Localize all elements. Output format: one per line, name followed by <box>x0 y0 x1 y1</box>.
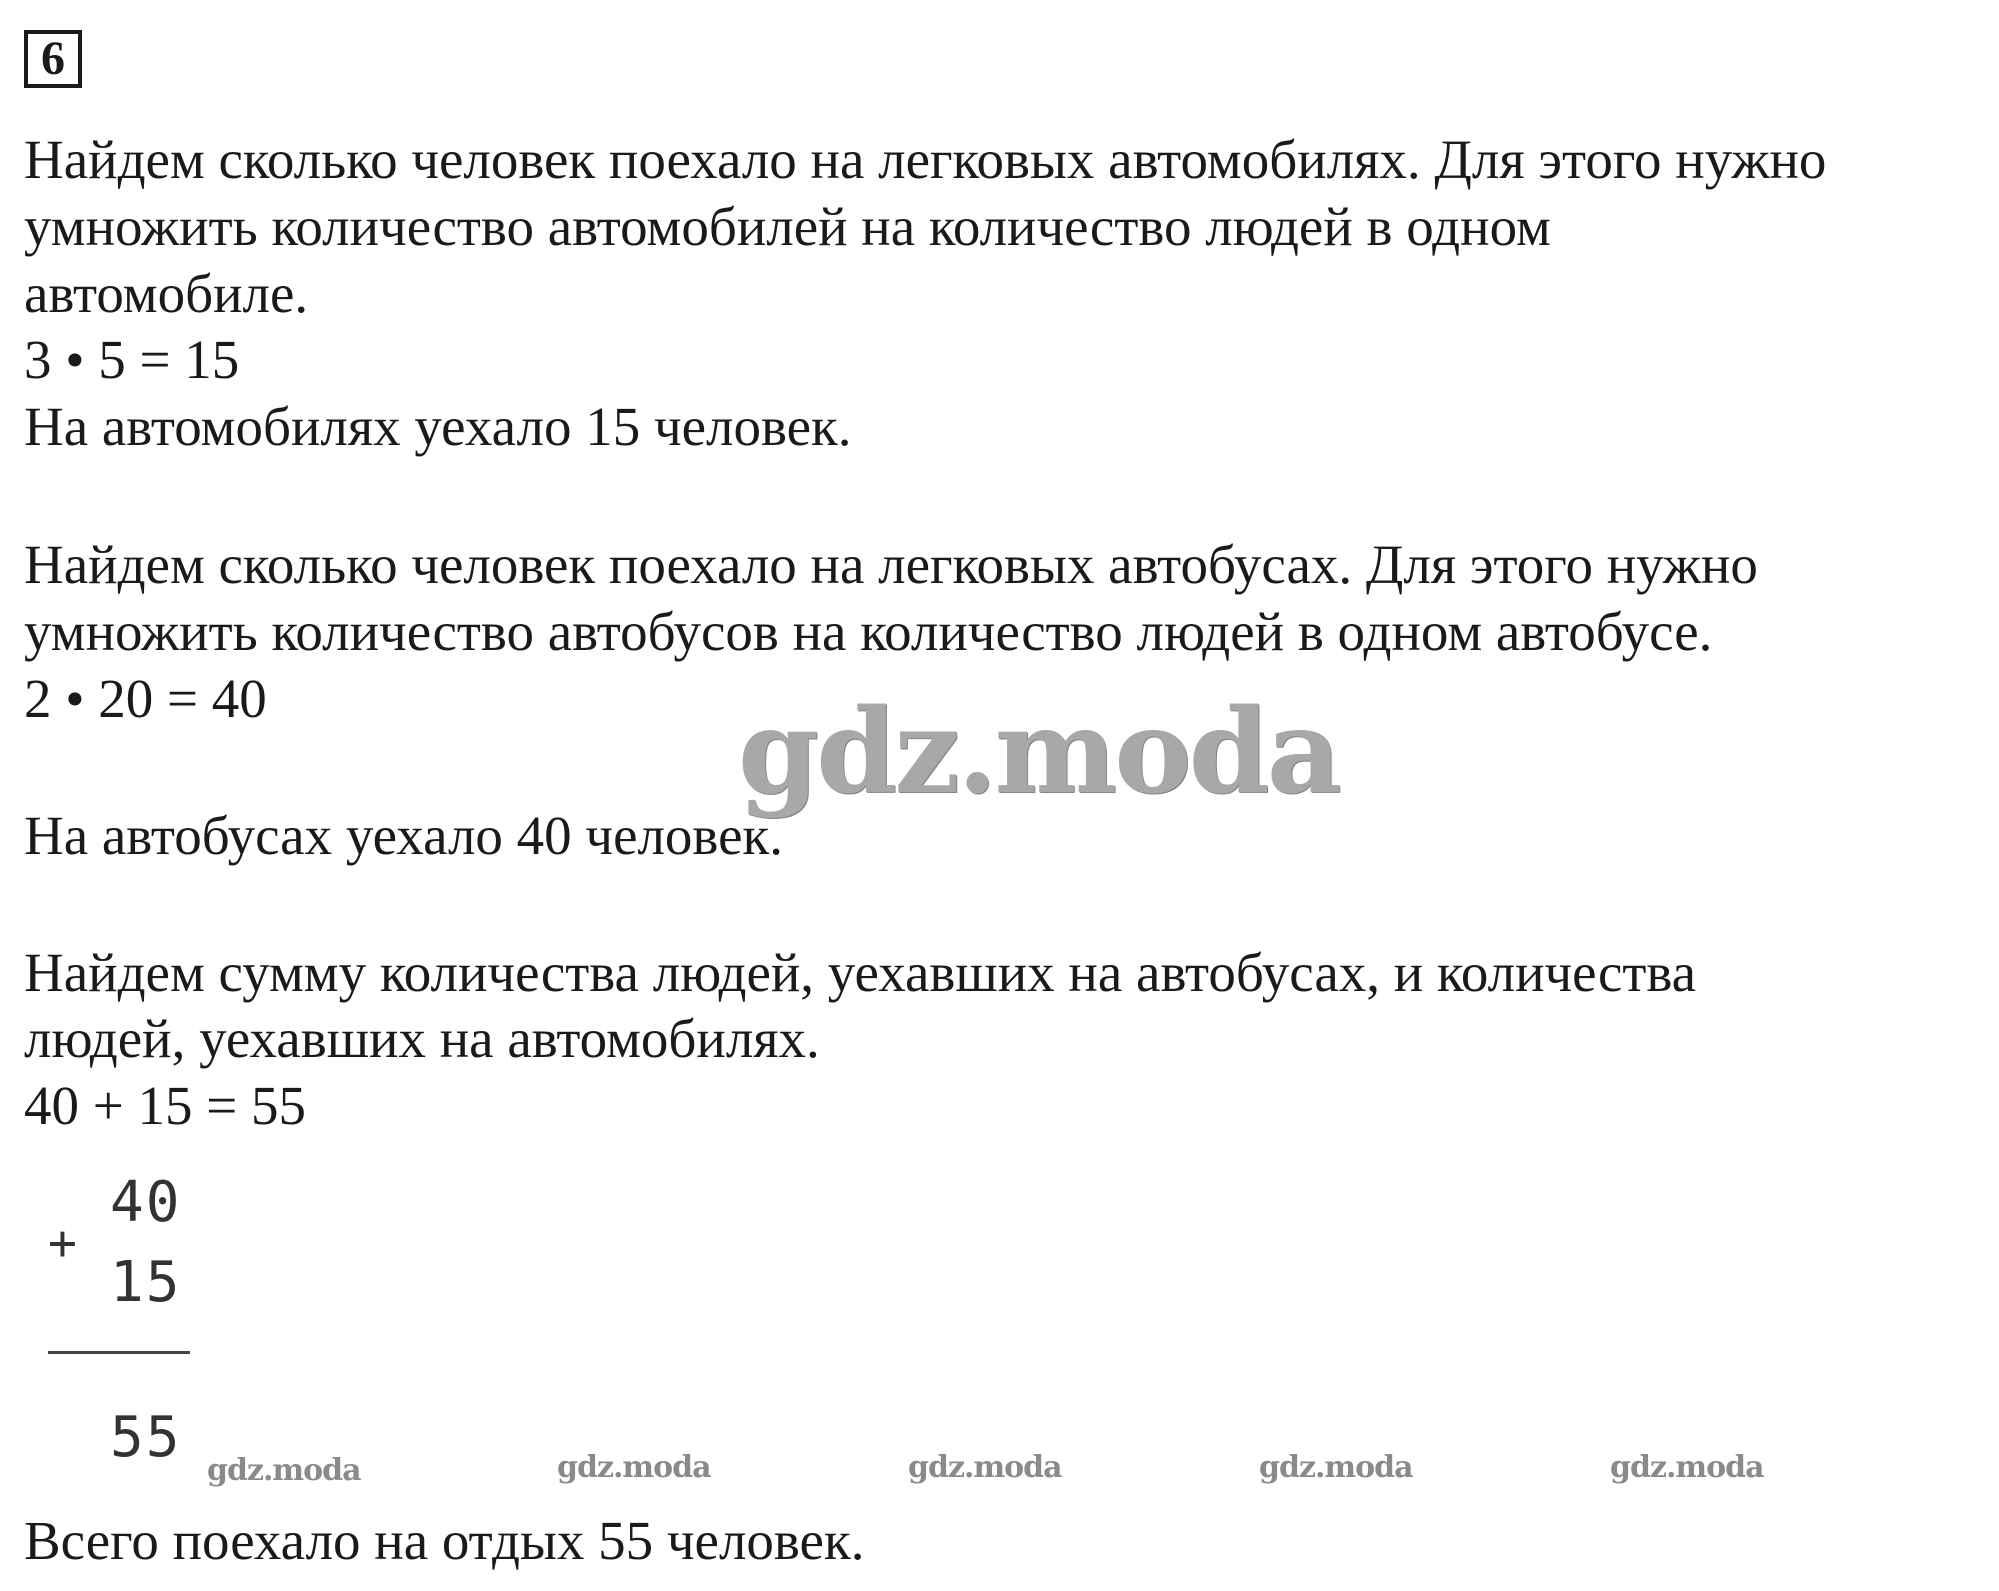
text-line-7: людей, уехавших на автомобилях. <box>24 1008 820 1069</box>
answer-line-1: На автомобилях уехало 15 человек. <box>24 396 852 457</box>
watermark-small: gdz.moda <box>1259 1450 1413 1485</box>
text-line-5: умножить количество автобусов на количество людей в одном автобусе. <box>24 601 1713 662</box>
equation-3: 40 + 15 = 55 <box>24 1075 307 1136</box>
task-number-box: 6 <box>24 30 82 88</box>
answer-line-2: На автобусах уехало 40 человек. <box>24 805 783 866</box>
column-sum-line <box>48 1351 190 1354</box>
equation-1: 3 • 5 = 15 <box>24 329 240 390</box>
watermark-small: gdz.moda <box>557 1450 711 1485</box>
text-line-1: Найдем сколько человек поехало на легковых автомобилях. Для этого нужно <box>24 129 1827 190</box>
column-addend-1: 40 <box>110 1170 182 1235</box>
final-answer: Всего поехало на отдых 55 человек. <box>24 1510 865 1571</box>
watermark-small: gdz.moda <box>908 1450 1062 1485</box>
equation-2: 2 • 20 = 40 <box>24 668 267 729</box>
column-addend-2: 15 <box>110 1250 182 1315</box>
text-line-4: Найдем сколько человек поехало на легковых автобусах. Для этого нужно <box>24 534 1758 595</box>
column-sum: 55 <box>110 1405 182 1470</box>
watermark-main: gdz.moda <box>738 684 1339 820</box>
text-line-2: умножить количество автомобилей на количество людей в одном <box>24 196 1551 257</box>
text-line-3: автомобиле. <box>24 263 309 324</box>
column-plus-sign: + <box>48 1215 77 1271</box>
watermark-small: gdz.moda <box>1610 1450 1764 1485</box>
text-line-6: Найдем сумму количества людей, уехавших на автобусах, и количества <box>24 942 1697 1003</box>
watermark-small: gdz.moda <box>207 1453 361 1488</box>
